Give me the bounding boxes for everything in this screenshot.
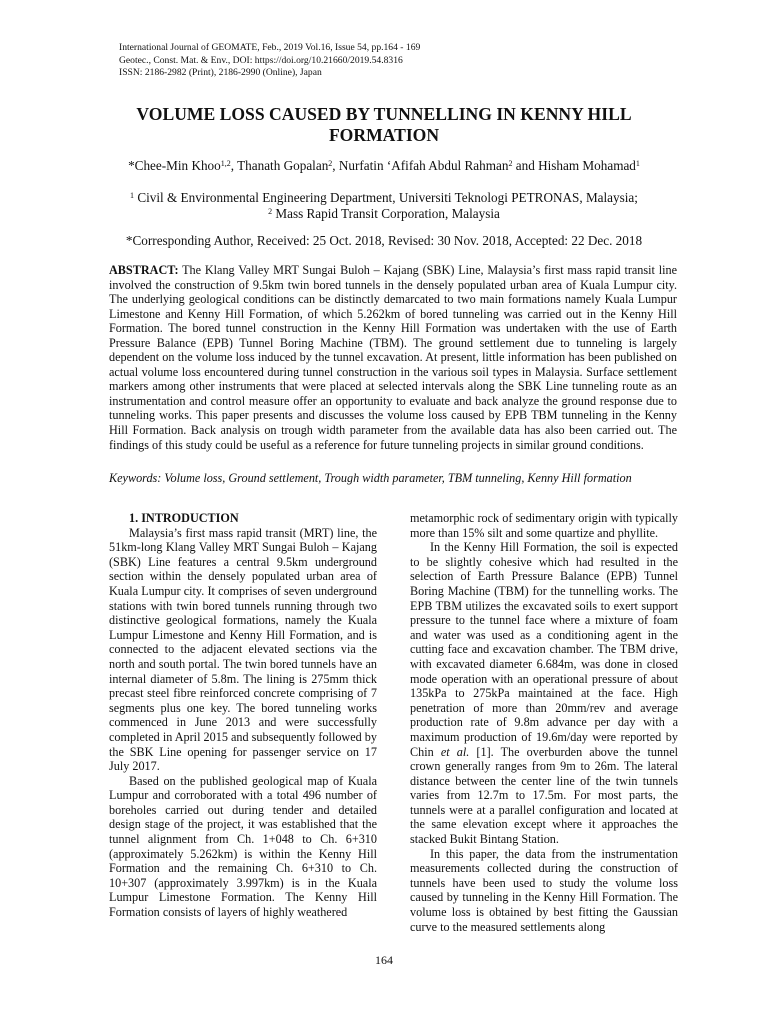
intro-paragraph-2-continued: metamorphic rock of sedimentary origin with typically more than 15% silt and some quartize and phyllite. (410, 511, 678, 540)
abstract (109, 263, 677, 452)
author-4: and Hisham Mohamad (512, 158, 636, 173)
author-list (100, 158, 668, 174)
author-2-affil: 2 (328, 159, 333, 168)
affiliation-2-text: Mass Rapid Transit Corporation, Malaysia (272, 205, 500, 221)
corresponding-author-dates: *Corresponding Author, Received: 25 Oct. 2018, Revised: 30 Nov. 2018, Accepted: 22 Dec. 2018 (125, 233, 643, 248)
journal-header (119, 42, 659, 80)
journal-header-line3: ISSN: 2186-2982 (Print), 2186-2990 (Online), Japan (119, 67, 322, 78)
intro-paragraph-3 (410, 540, 678, 846)
affiliation-2 (100, 206, 668, 222)
intro-paragraph-4: In this paper, the data from the instrumentation measurements collected during the construction of tunnels have been used to study the volume loss caused by tunneling in the Kenny Hill Formation. The volume loss is obtained by best fitting the Gaussian curve to the measured settlements along (410, 846, 678, 934)
intro-paragraph-2: Based on the published geological map of Kuala Lumpur and corroborated with a total 496 number of boreholes carried out during tender and detailed design stage of the project, it was established that the tunnel alignment from Ch. 1+048 to Ch. 6+310 (approximately 5.262km) is within the Kenny Hill Formation and the remaining Ch. 6+310 to Ch. 10+307 (approximately 3.997km) is in the Kuala Lumpur Limestone Formation. The Kenny Hill Formation consists of layers of highly weathered (109, 773, 377, 920)
journal-header-line2: Geotec., Const. Mat. & Env., DOI: https://doi.org/10.21660/2019.54.8316 (119, 54, 403, 66)
intro-paragraph-3-etal: et al. (440, 744, 470, 759)
author-1-affil: 1,2 (220, 159, 231, 168)
section-heading-introduction: 1. INTRODUCTION (129, 511, 239, 525)
affiliations (100, 190, 668, 221)
affiliation-1 (100, 190, 668, 206)
abstract-text: The Klang Valley MRT Sungai Buloh – Kajang (SBK) Line, Malaysia’s first mass rapid transit line involved the construction of 9.5km twin bored tunnels in the densely populated urban area of Kuala Lumpur city. The underlying geological conditions can be distinctly demarcated to two main formations namely Kuala Lumpur Limestone and Kenny Hill Formation, of which 5.262km of bored tunneling was carried out in the Kenny Hill Formation. The bored tunnel construction in the Kenny Hill Formation was undertaken with the use of Earth Pressure Balance (EPB) Tunnel Boring Machine (TBM). The ground settlement due to tunneling is largely dependent on the volume loss induced by the tunnel excavation. At present, little information has been published on actual volume loss encountered during tunnel construction in the various soil types in Malaysia. Surface settlement markers among other instruments that were placed at selected intervals along the SBK Line tunneling route as an instrumentation and control measure offer an opportunity to evaluate and back analyze the ground response due to tunneling works. This paper presents and discusses the volume loss caused by EPB TBM tunneling in the Kenny Hill Formation. Back analysis on trough width parameter from the available data has also been carried out. The findings of this study could be useful as a reference for future tunneling projects in similar ground conditions. (109, 263, 677, 452)
keywords: Keywords: Volume loss, Ground settlement, Trough width parameter, TBM tunneling, Kenny Hill formation (109, 471, 632, 485)
journal-header-line1: International Journal of GEOMATE, Feb., 2019 Vol.16, Issue 54, pp.164 - 169 (119, 42, 421, 53)
author-1: *Chee-Min Khoo (128, 158, 221, 173)
page-number: 164 (375, 953, 393, 967)
paper-title (100, 104, 668, 146)
intro-paragraph-3-part-b: [1]. The overburden above the tunnel crown generally ranges from 9m to 26m. The lateral distance between the center line of the twin tunnels varies from 12.7m to 17.5m. For most parts, the tunnels were at a parallel configuration and located at the same elevation except where it approaches the stacked Bukit Bintang Station. (410, 744, 679, 847)
paper-title-line2: FORMATION (328, 125, 440, 145)
author-2: , Thanath Gopalan (230, 158, 329, 173)
affiliation-1-marker: 1 (130, 191, 135, 200)
affiliation-1-text: Civil & Environmental Engineering Department, Universiti Teknologi PETRONAS, Malaysia; (134, 190, 638, 205)
affiliation-2-marker: 2 (268, 206, 273, 216)
intro-paragraph-3-part-a: In the Kenny Hill Formation, the soil is expected to be slightly cohesive which had resulted in the selection of Earth Pressure Balance (EPB) Tunnel Boring Machine (TBM) for the tunnelling works. The EPB TBM utilizes the excavated soils to exert support pressure to the tunnel face where a mixture of foam and water was used as a conditioning agent in the cutting face and excavation chamber. The TBM drive, with excavated diameter 6.684m, was done in closed mode operation with an operational pressure of about 135kPa to 275kPa maintained at the face. High penetration of more than 20mm/rev and average production rate of 9.8m advance per day with a maximum production of 19.6m/day were reported by Chin (410, 540, 678, 759)
intro-paragraph-1: Malaysia’s first mass rapid transit (MRT) line, the 51km-long Klang Valley MRT Sungai Buloh – Kajang (SBK) Line features a central 9.5km underground section within the densely populated urban area of Kuala Lumpur city. It comprises of seven underground stations with twin bored tunnels running through two distinctive geological formations, namely the Kuala Lumpur Limestone and Kenny Hill Formation, and is connected to the adjacent elevated sections via the north and south portal. The twin bored tunnels have an internal diameter of 5.8m. The lining is 275mm thick precast steel fibre reinforced concrete comprising of 7 segments plus one key. The bored tunneling works commenced in June 2013 and were successfully completed in April 2015 and subsequently followed by the SBK Line opening for passenger service on 17 July 2017. (109, 525, 377, 774)
right-column (410, 511, 678, 934)
author-3: , Nurfatin ‘Afifah Abdul Rahman (332, 158, 509, 173)
left-column (109, 511, 377, 920)
paper-title-line1: VOLUME LOSS CAUSED BY TUNNELLING IN KENNY HILL (136, 104, 632, 124)
author-4-affil: 1 (635, 159, 640, 168)
abstract-label: ABSTRACT: (109, 263, 179, 277)
author-3-affil: 2 (508, 159, 513, 168)
